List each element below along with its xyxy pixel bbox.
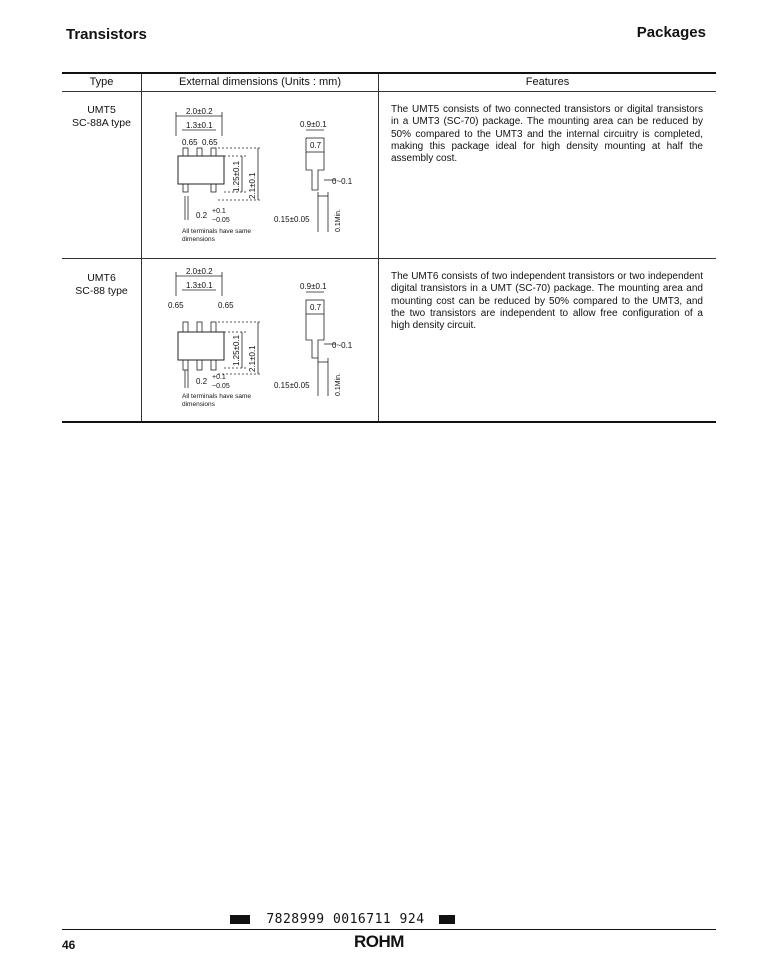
row2-dim-lead-width: 0.2 <box>196 377 208 386</box>
row2-dim-lead-right: 0.65 <box>218 301 234 310</box>
row2-note-line1: All terminals have same <box>182 393 251 400</box>
row1-dim-height1: 1.25±0.1 <box>232 160 241 192</box>
barcode-bar-right <box>439 915 455 924</box>
barcode <box>230 912 455 927</box>
barcode-bar-left <box>230 915 250 924</box>
row2-dimension-drawing <box>142 262 378 420</box>
table-top-rule <box>62 72 716 74</box>
row1-dim-lead-minus: −0.05 <box>212 217 230 224</box>
row1-dim-standoff: 0~0.1 <box>332 177 353 186</box>
row2-dim-standoff: 0~0.1 <box>332 341 353 350</box>
row1-note-line1: All terminals have same <box>182 228 251 235</box>
row2-dim-width: 2.0±0.2 <box>186 267 213 276</box>
row2-dim-thickness: 0.15±0.05 <box>274 381 310 390</box>
row1-dimension-drawing <box>142 96 378 256</box>
row1-dim-thickness: 0.15±0.05 <box>274 215 310 224</box>
col-header-dimensions: External dimensions (Units : mm) <box>179 76 341 88</box>
row2-dim-pitch: 1.3±0.1 <box>186 281 213 290</box>
row1-note-line2: dimensions <box>182 236 215 243</box>
row1-dim-side-mid: 0.7 <box>310 141 322 150</box>
category-title: Packages <box>636 24 706 41</box>
row-divider <box>62 258 716 259</box>
row2-type-code: SC-88 type <box>75 285 128 297</box>
row1-dim-width: 2.0±0.2 <box>186 107 213 116</box>
row2-dim-lead-left: 0.65 <box>168 301 184 310</box>
row1-dim-lead-plus: +0.1 <box>212 208 226 215</box>
section-title: Transistors <box>66 26 147 43</box>
row1-dim-min: 0.1Min. <box>335 209 342 232</box>
row1-dim-lead-left: 0.65 <box>182 138 198 147</box>
col-header-features: Features <box>525 76 570 88</box>
row1-dim-lead-width: 0.2 <box>196 211 208 220</box>
row1-dim-lead-right: 0.65 <box>202 138 218 147</box>
row2-dim-height2: 2.1±0.1 <box>248 345 257 372</box>
row2-dim-side-mid: 0.7 <box>310 303 322 312</box>
col-header-type: Type <box>89 76 114 88</box>
table-bottom-rule <box>62 421 716 423</box>
row1-dim-height2: 2.1±0.1 <box>248 172 257 199</box>
row2-dim-side-top: 0.9±0.1 <box>300 282 327 291</box>
row2-note-line2: dimensions <box>182 401 215 408</box>
barcode-text: 7828999 0016711 924 <box>266 912 425 927</box>
row1-type <box>62 104 141 130</box>
brand-logo: ROHM <box>354 932 404 951</box>
row2-type-name: UMT6 <box>87 272 116 284</box>
row1-features: The UMT5 consists of two connected transistors or digital transistors in a UMT3 (SC-70) package. The mounting area can be reduced by 50% compared to the UMT3 and the internal circuitry is completed, making this package ideal for high density mounting at half the assembly cost. <box>391 104 703 165</box>
footer-rule <box>62 929 716 930</box>
row1-type-name: UMT5 <box>87 104 116 116</box>
col-divider-2 <box>378 74 379 422</box>
row1-dim-pitch: 1.3±0.1 <box>186 121 213 130</box>
row1-type-code: SC-88A type <box>72 117 131 129</box>
row2-type <box>62 272 141 298</box>
page-number: 46 <box>62 938 76 952</box>
row2-dim-lead-plus: +0.1 <box>212 374 226 381</box>
row2-features: The UMT6 consists of two independent transistors or two independent digital transistors in a UMT (SC-70) package. The mounting area and mounting cost can be reduced by 50% compared to the UMT3, and the two transistors are independent to allow free configuration of a high density circuit. <box>391 271 703 332</box>
row1-dim-side-top: 0.9±0.1 <box>300 120 327 129</box>
row2-dim-lead-minus: −0.05 <box>212 383 230 390</box>
row2-dim-min: 0.1Min. <box>335 373 342 396</box>
row2-dim-height1: 1.25±0.1 <box>232 334 241 366</box>
header-underline <box>62 91 716 92</box>
